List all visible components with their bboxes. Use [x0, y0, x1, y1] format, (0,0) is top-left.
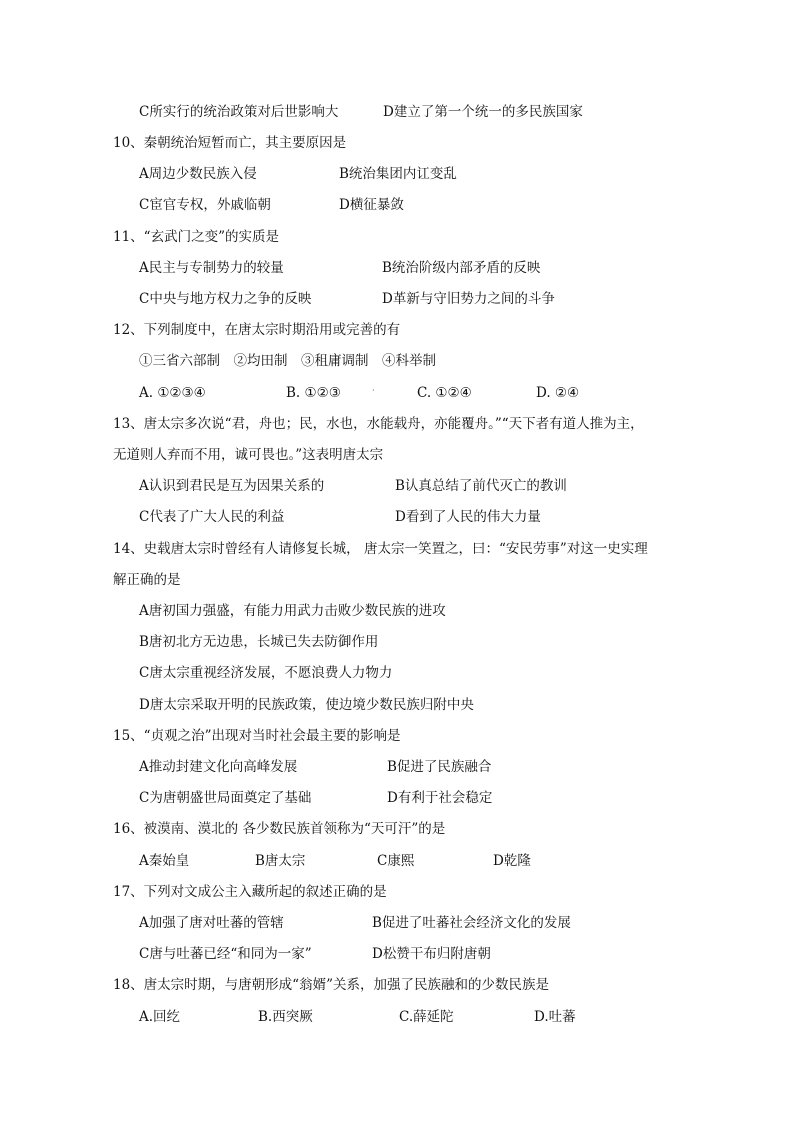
q10-option-c: C宦官专权，外戚临朝 — [139, 197, 271, 213]
q12-option-a: A. ①②③④ — [139, 385, 206, 401]
q17-option-d: D松赞干布归附唐朝 — [372, 946, 491, 962]
q15-option-a: A推动封建文化向高峰发展 — [139, 759, 298, 775]
q14-option-b: B唐初北方无边患，长城已失去防御作用 — [139, 634, 379, 650]
stray-mark: · — [372, 386, 375, 395]
q15-option-c: C为唐朝盛世局面奠定了基础 — [139, 790, 312, 806]
q10-option-b: B统治集团内讧变乱 — [339, 166, 457, 182]
q12-items: ①三省六部制 ②均田制 ③租庸调制 ④科举制 — [139, 353, 436, 369]
q14-option-a: A唐初国力强盛，有能力用武力击败少数民族的进攻 — [139, 603, 446, 619]
q12-option-d: D. ②④ — [536, 385, 580, 401]
q9-option-d: D建立了第一个统一的多民族国家 — [383, 104, 583, 120]
q11-option-b: B统治阶级内部矛盾的反映 — [382, 260, 541, 276]
q17-option-a: A加强了唐对吐蕃的管辖 — [139, 915, 284, 931]
q11-stem: 11、“玄武门之变”的实质是 — [113, 229, 279, 245]
q18-option-c: C.薛延陀 — [399, 1009, 454, 1025]
q10-option-d: D横征暴敛 — [339, 197, 404, 213]
q10-stem: 10、秦朝统治短暂而亡，其主要原因是 — [113, 135, 347, 151]
q10-option-a: A周边少数民族入侵 — [139, 166, 257, 182]
q17-option-c: C唐与吐蕃已经“和同为一家” — [139, 946, 312, 962]
q18-option-a: A.回纥 — [139, 1009, 181, 1025]
q14-option-d: D唐太宗采取开明的民族政策，使边境少数民族归附中央 — [139, 697, 474, 713]
q12-stem: 12、下列制度中，在唐太宗时期沿用或完善的有 — [113, 322, 401, 338]
q18-option-d: D.吐蕃 — [534, 1009, 576, 1025]
q16-stem: 16、被漠南、漠北的 各少数民族首领称为“天可汗”的是 — [113, 821, 446, 837]
q16-option-a: A秦始皇 — [139, 853, 190, 869]
q17-option-b: B促进了吐蕃社会经济文化的发展 — [372, 915, 571, 931]
q14-stem-line2: 解正确的是 — [113, 572, 181, 588]
q13-option-a: A认识到君民是互为因果关系的 — [139, 478, 325, 494]
q15-stem: 15、“贞观之治”出现对当时社会最主要的影响是 — [113, 728, 401, 744]
q13-stem-line1: 13、唐太宗多次说“君，舟也；民，水也，水能载舟，亦能覆舟。”“天下者有道人推为主， — [113, 416, 644, 432]
q18-stem: 18、唐太宗时期，与唐朝形成“翁婿”关系，加强了民族融和的少数民族是 — [113, 977, 549, 993]
q15-option-b: B促进了民族融合 — [387, 759, 492, 775]
q11-option-a: A民主与专制势力的较量 — [139, 260, 284, 276]
q17-stem: 17、下列对文成公主入藏所起的叙述正确的是 — [113, 884, 387, 900]
q13-option-b: B认真总结了前代灭亡的教训 — [395, 478, 567, 494]
q9-option-c: C所实行的统治政策对后世影响大 — [139, 104, 339, 120]
q15-option-d: D有利于社会稳定 — [387, 790, 493, 806]
q14-option-c: C唐太宗重视经济发展，不愿浪费人力物力 — [139, 665, 393, 681]
q12-option-b: B. ①②③ — [286, 385, 341, 401]
q11-option-d: D革新与守旧势力之间的斗争 — [382, 291, 555, 307]
q13-option-c: C代表了广大人民的利益 — [139, 509, 285, 525]
q16-option-c: C康熙 — [377, 853, 415, 869]
q12-option-c: C. ①②④ — [417, 385, 472, 401]
q11-option-c: C中央与地方权力之争的反映 — [139, 291, 312, 307]
q16-option-d: D乾隆 — [493, 853, 531, 869]
q13-stem-line2: 无道则人弃而不用，诚可畏也。”这表明唐太宗 — [113, 447, 384, 463]
q16-option-b: B唐太宗 — [255, 853, 306, 869]
q18-option-b: B.西突厥 — [258, 1009, 313, 1025]
q13-option-d: D看到了人民的伟大力量 — [395, 509, 541, 525]
q14-stem-line1: 14、史载唐太宗时曾经有人请修复长城， 唐太宗一笑置之，曰：“安民劳事”对这一史实理 — [113, 541, 648, 557]
